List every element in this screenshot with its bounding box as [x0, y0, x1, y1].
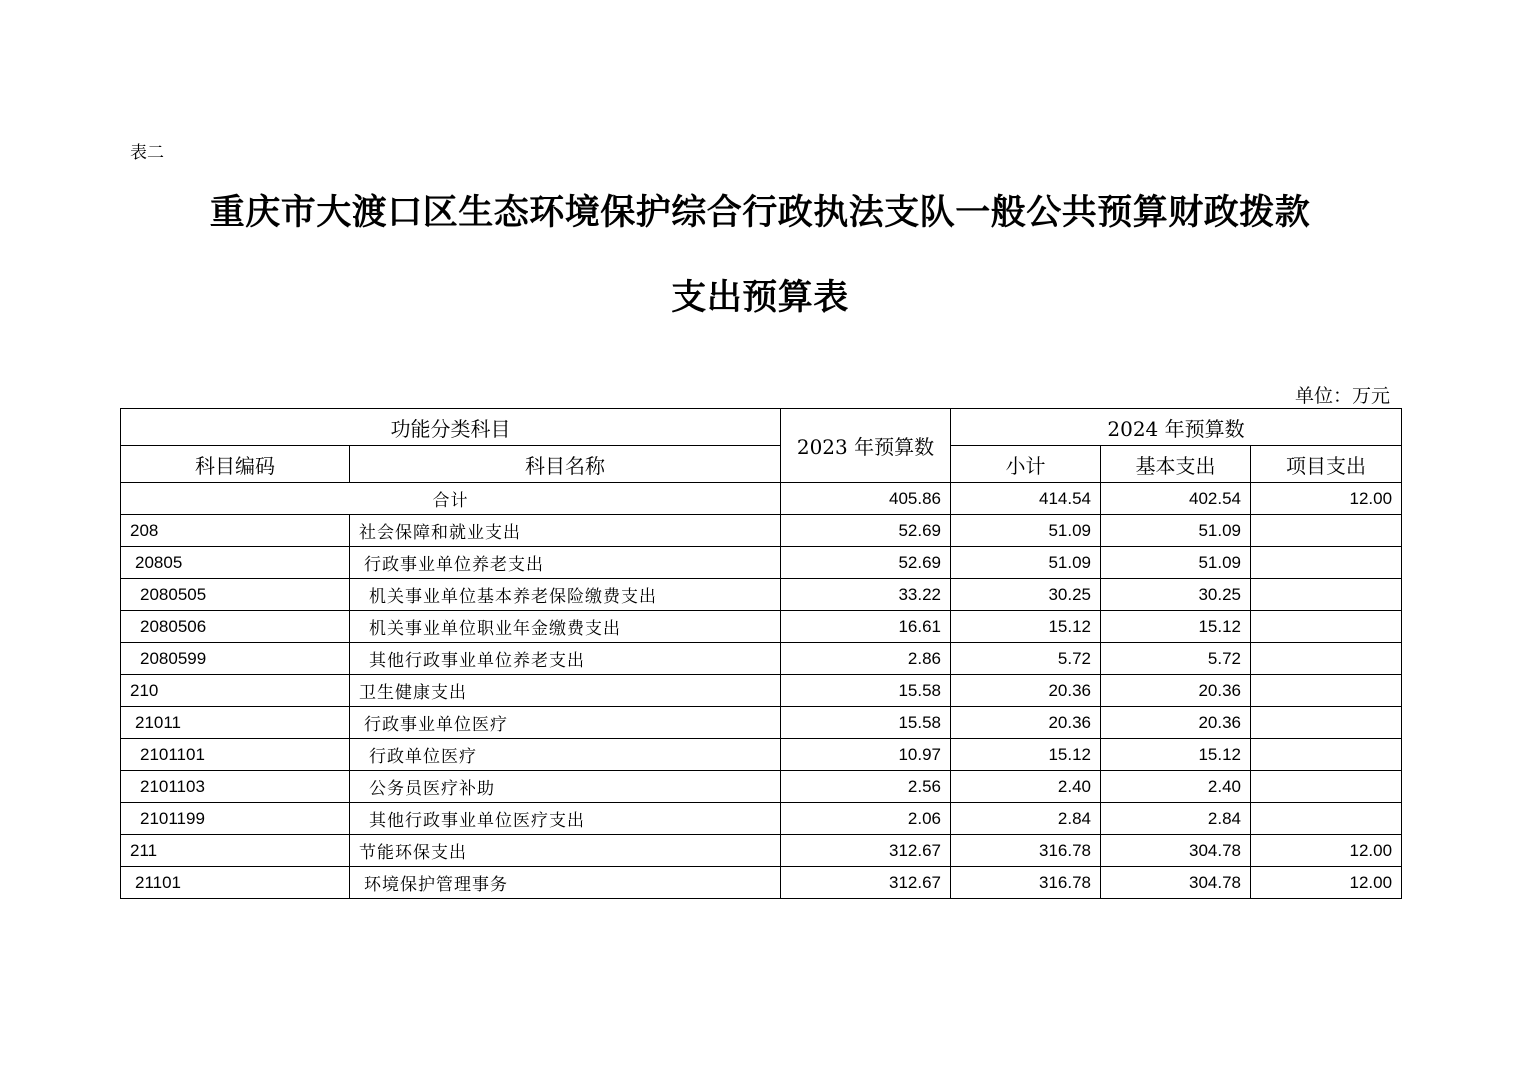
cell-basic: 15.12: [1101, 739, 1251, 771]
cell-code: 20805: [121, 547, 350, 579]
table-label: 表二: [130, 143, 164, 163]
header-budget-2024: 2024 年预算数: [951, 409, 1402, 446]
table-row: [121, 675, 1402, 707]
cell-budget-2023: 10.97: [781, 739, 951, 771]
header-code: 科目编码: [121, 446, 350, 483]
total-subtotal: 414.54: [951, 483, 1101, 515]
cell-subtotal: 15.12: [951, 739, 1101, 771]
page-title-line2: 支出预算表: [671, 277, 849, 318]
cell-subtotal: 51.09: [951, 547, 1101, 579]
cell-code: 2101101: [121, 739, 350, 771]
cell-project: [1251, 675, 1402, 707]
total-basic: 402.54: [1101, 483, 1251, 515]
cell-basic: 304.78: [1101, 867, 1251, 899]
cell-budget-2023: 33.22: [781, 579, 951, 611]
table-row: [121, 771, 1402, 803]
cell-basic: 51.09: [1101, 515, 1251, 547]
cell-code: 208: [121, 515, 350, 547]
total-label: 合计: [121, 483, 781, 515]
cell-budget-2023: 312.67: [781, 867, 951, 899]
cell-code: 210: [121, 675, 350, 707]
cell-code: 21011: [121, 707, 350, 739]
cell-budget-2023: 312.67: [781, 835, 951, 867]
header-budget-2023: 2023 年预算数: [781, 409, 951, 483]
cell-subtotal: 316.78: [951, 867, 1101, 899]
header-basic: 基本支出: [1101, 446, 1251, 483]
cell-budget-2023: 2.86: [781, 643, 951, 675]
cell-budget-2023: 15.58: [781, 707, 951, 739]
cell-name: 机关事业单位职业年金缴费支出: [350, 611, 781, 643]
cell-subtotal: 15.12: [951, 611, 1101, 643]
cell-project: 12.00: [1251, 867, 1402, 899]
cell-subtotal: 316.78: [951, 835, 1101, 867]
cell-basic: 304.78: [1101, 835, 1251, 867]
cell-name: 卫生健康支出: [350, 675, 781, 707]
cell-name: 节能环保支出: [350, 835, 781, 867]
cell-project: [1251, 739, 1402, 771]
budget-table: [120, 408, 1402, 899]
cell-name: 机关事业单位基本养老保险缴费支出: [350, 579, 781, 611]
table-row: [121, 547, 1402, 579]
table-row: [121, 643, 1402, 675]
cell-code: 2080505: [121, 579, 350, 611]
cell-name: 行政单位医疗: [350, 739, 781, 771]
header-functional-classification: 功能分类科目: [121, 409, 781, 446]
cell-subtotal: 20.36: [951, 675, 1101, 707]
cell-project: [1251, 579, 1402, 611]
total-project: 12.00: [1251, 483, 1402, 515]
cell-name: 公务员医疗补助: [350, 771, 781, 803]
cell-code: 2101103: [121, 771, 350, 803]
cell-basic: 30.25: [1101, 579, 1251, 611]
cell-project: [1251, 771, 1402, 803]
cell-project: [1251, 803, 1402, 835]
cell-budget-2023: 2.06: [781, 803, 951, 835]
table-row: [121, 867, 1402, 899]
cell-name: 社会保障和就业支出: [350, 515, 781, 547]
cell-project: 12.00: [1251, 835, 1402, 867]
cell-project: [1251, 643, 1402, 675]
cell-basic: 20.36: [1101, 707, 1251, 739]
cell-basic: 5.72: [1101, 643, 1251, 675]
header-name: 科目名称: [350, 446, 781, 483]
cell-code: 2080599: [121, 643, 350, 675]
cell-subtotal: 51.09: [951, 515, 1101, 547]
table-row: [121, 835, 1402, 867]
cell-basic: 51.09: [1101, 547, 1251, 579]
table-row: [121, 739, 1402, 771]
cell-project: [1251, 611, 1402, 643]
cell-name: 其他行政事业单位医疗支出: [350, 803, 781, 835]
table-row: [121, 611, 1402, 643]
header-subtotal: 小计: [951, 446, 1101, 483]
cell-name: 行政事业单位医疗: [350, 707, 781, 739]
cell-budget-2023: 52.69: [781, 515, 951, 547]
cell-basic: 15.12: [1101, 611, 1251, 643]
cell-name: 行政事业单位养老支出: [350, 547, 781, 579]
cell-budget-2023: 15.58: [781, 675, 951, 707]
cell-subtotal: 20.36: [951, 707, 1101, 739]
cell-subtotal: 2.40: [951, 771, 1101, 803]
cell-subtotal: 2.84: [951, 803, 1101, 835]
cell-basic: 2.84: [1101, 803, 1251, 835]
cell-budget-2023: 16.61: [781, 611, 951, 643]
page-title: 重庆市大渡口区生态环境保护综合行政执法支队一般公共预算财政拨款: [209, 192, 1311, 233]
table-row: [121, 803, 1402, 835]
cell-project: [1251, 547, 1402, 579]
cell-name: 其他行政事业单位养老支出: [350, 643, 781, 675]
header-project: 项目支出: [1251, 446, 1402, 483]
table-row: [121, 579, 1402, 611]
table-row: [121, 707, 1402, 739]
cell-code: 2080506: [121, 611, 350, 643]
cell-project: [1251, 707, 1402, 739]
cell-code: 2101199: [121, 803, 350, 835]
cell-budget-2023: 52.69: [781, 547, 951, 579]
cell-subtotal: 5.72: [951, 643, 1101, 675]
total-row: [121, 483, 1402, 515]
cell-basic: 2.40: [1101, 771, 1251, 803]
table-row: [121, 515, 1402, 547]
cell-code: 21101: [121, 867, 350, 899]
cell-subtotal: 30.25: [951, 579, 1101, 611]
cell-code: 211: [121, 835, 350, 867]
cell-budget-2023: 2.56: [781, 771, 951, 803]
total-budget-2023: 405.86: [781, 483, 951, 515]
cell-project: [1251, 515, 1402, 547]
cell-name: 环境保护管理事务: [350, 867, 781, 899]
unit-label: 单位：万元: [1294, 385, 1390, 407]
cell-basic: 20.36: [1101, 675, 1251, 707]
